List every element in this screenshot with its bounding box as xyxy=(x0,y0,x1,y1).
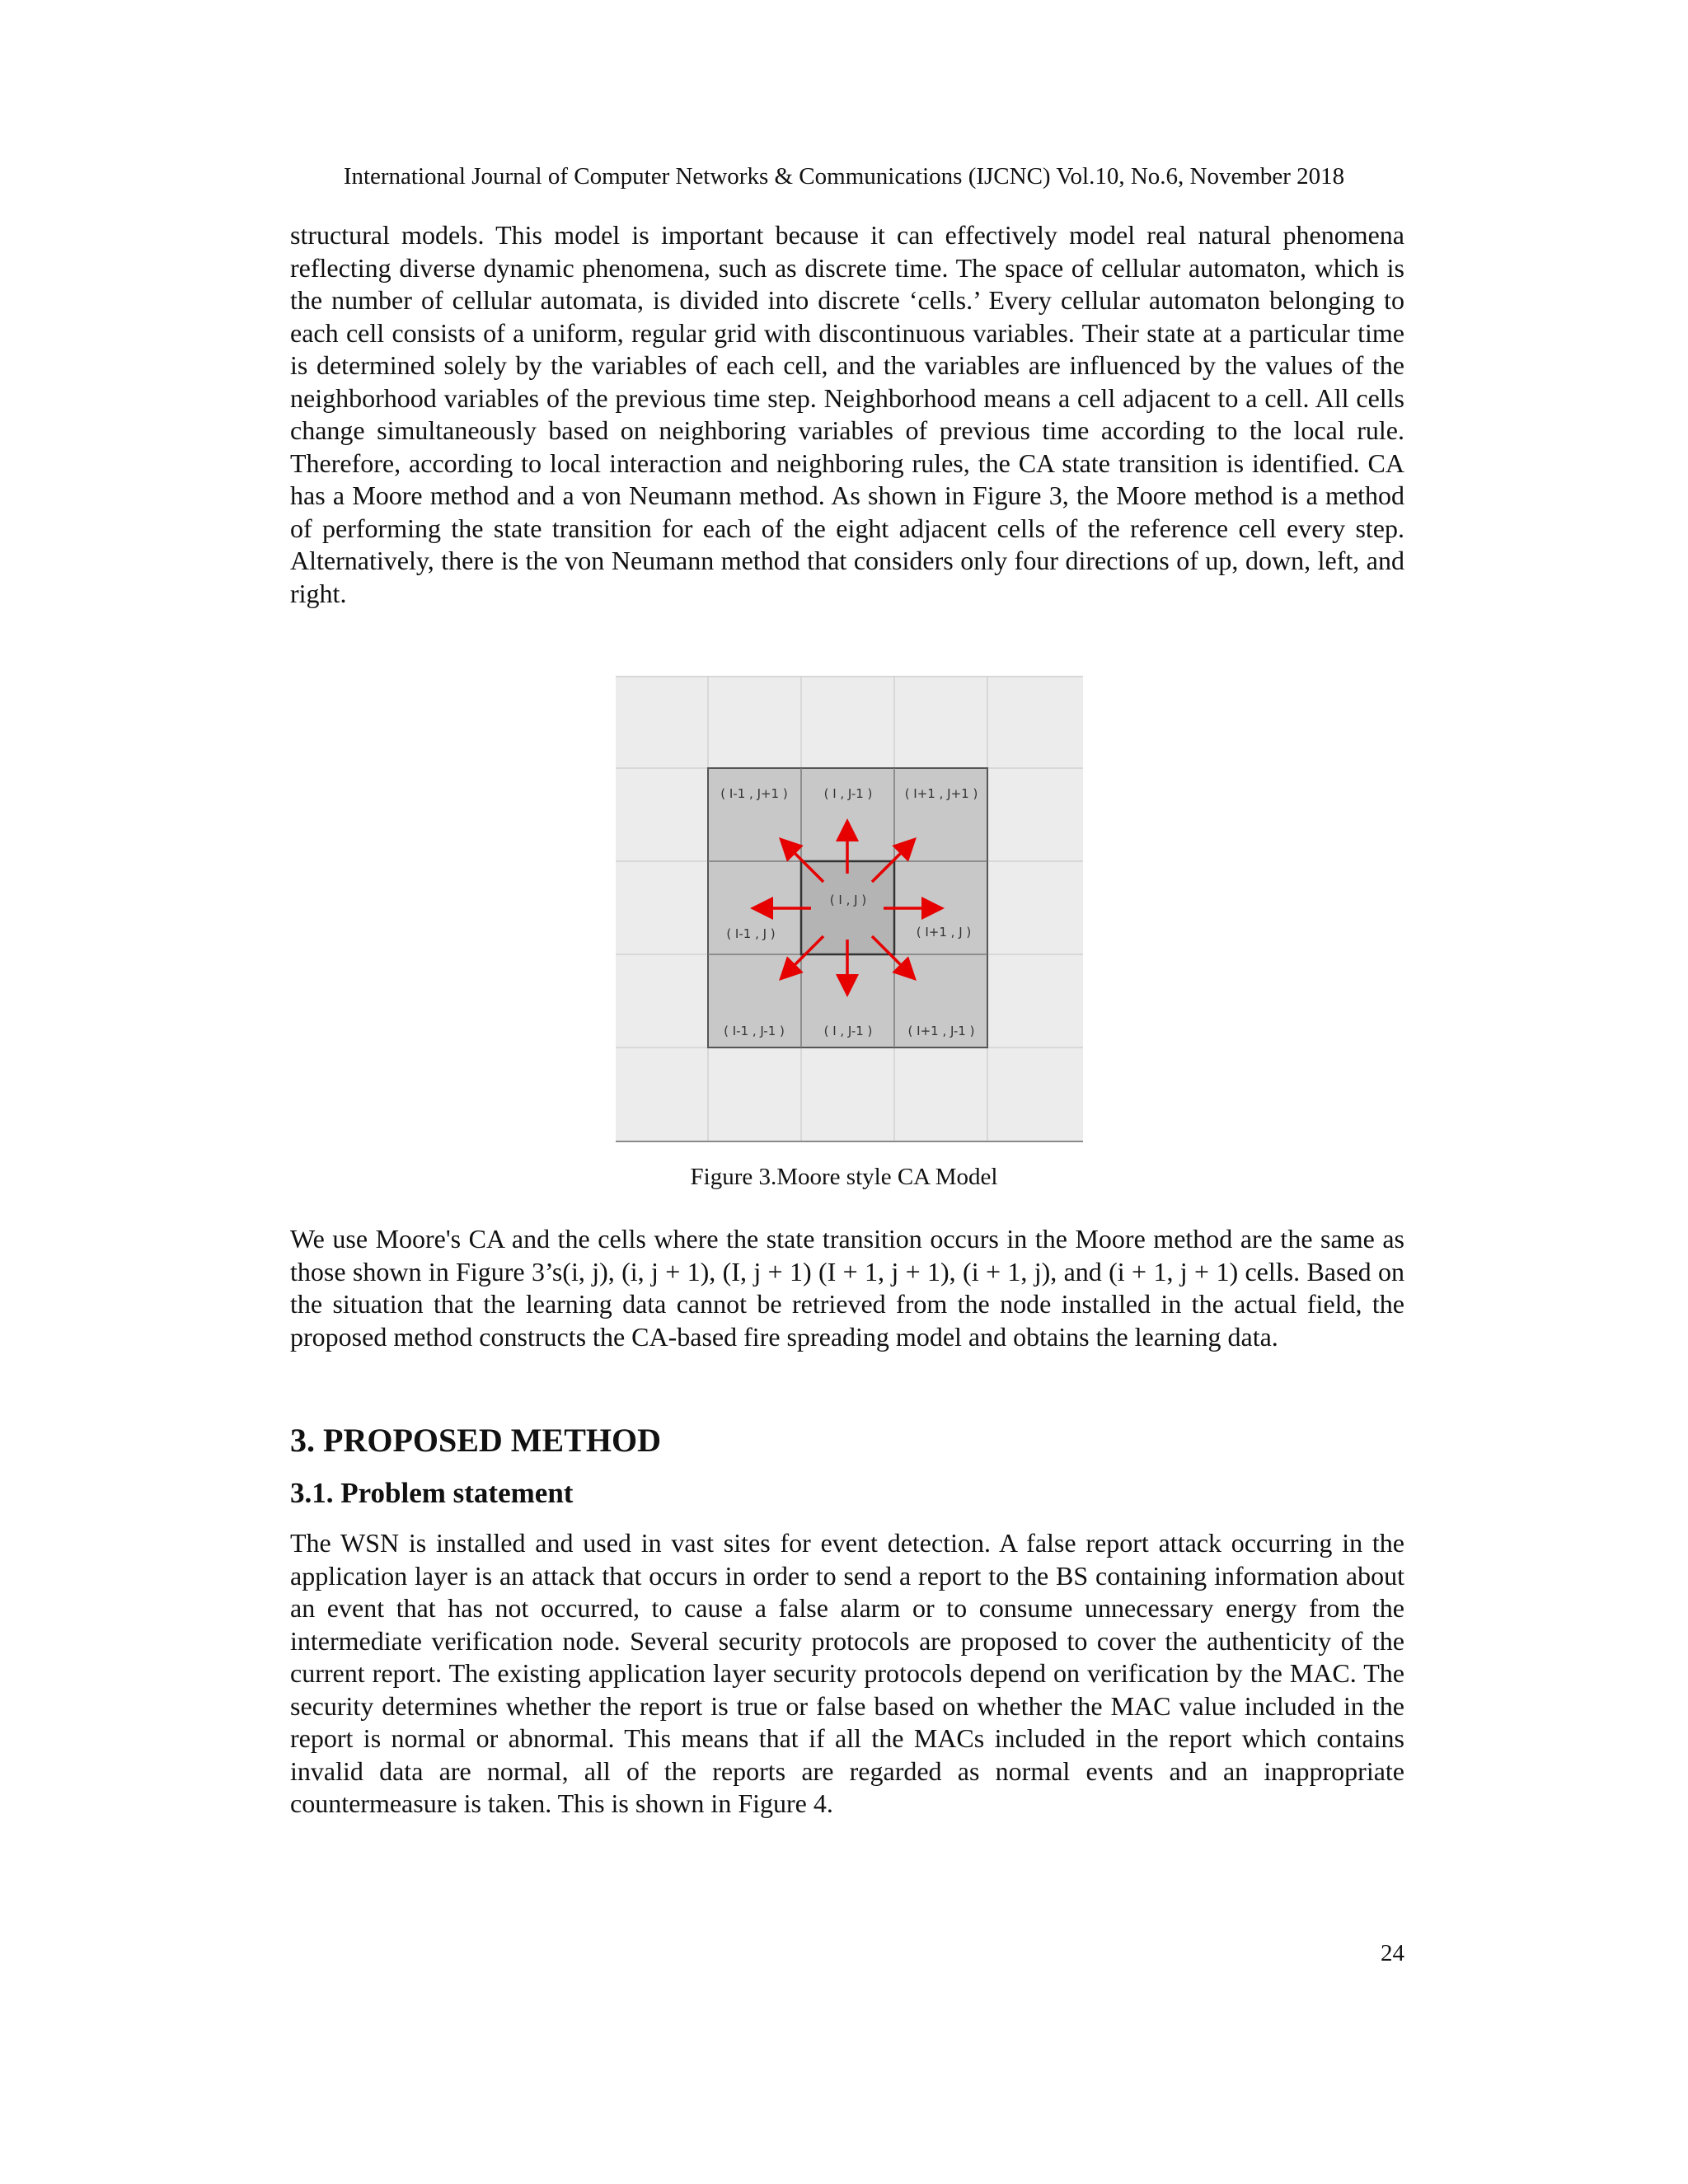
label-center: ( I , J ) xyxy=(829,893,867,907)
label-bottom-left: ( I-1 , J-1 ) xyxy=(724,1024,785,1038)
figure-caption: Figure 3.Moore style CA Model xyxy=(690,1164,998,1190)
label-top-left: ( I-1 , J+1 ) xyxy=(720,786,788,801)
body-paragraph-2: We use Moore's CA and the cells where the state transition occurs in the Moore method are the same as those shown in Figure 3’s(i, j), (i, j + 1), (I, j + 1) (I + 1, j + 1), (i + 1, j), and (i + 1, j + 1) cells. Based on the situation that the learning data cannot be retrieved from the node installed in the actual field, the proposed method constructs the CA-based fire spreading model and obtains the learning data. xyxy=(290,1224,1404,1352)
label-top-center: ( I , J-1 ) xyxy=(823,786,873,801)
moore-grid-diagram xyxy=(616,676,1083,1142)
subsection-heading: 3.1. Problem statement xyxy=(290,1477,574,1509)
label-mid-right: ( I+1 , J ) xyxy=(916,925,972,940)
section-first-letter: P xyxy=(323,1422,344,1459)
page-number: 24 xyxy=(1381,1940,1404,1966)
section-title-rest: ROPOSED METHOD xyxy=(343,1422,662,1459)
moore-ca-figure xyxy=(616,676,1083,1142)
label-mid-left: ( I-1 , J ) xyxy=(726,926,776,941)
label-bottom-right: ( I+1 , J-1 ) xyxy=(907,1024,975,1038)
section-number: 3. xyxy=(290,1422,315,1459)
label-top-right: ( I+1 , J+1 ) xyxy=(904,786,978,801)
body-paragraph-3: The WSN is installed and used in vast sites for event detection. A false report attack occurring in the application layer is an attack that occurs in order to send a report to the BS containing information about an event that has not occurred, to cause a false alarm or to consume unnecessary energy from the intermediate verification node. Several security protocols are proposed to cover the authenticity of the current report. The existing application layer security protocols depend on verification by the MAC. The security determines whether the report is true or false based on whether the MAC value included in the report is normal or abnormal. This means that if all the MACs included in the report which contains invalid data are normal, all of the reports are regarded as normal events and an inappropriate countermeasure is taken. This is shown in Figure 4. xyxy=(290,1528,1404,1818)
section-heading xyxy=(290,1421,661,1460)
label-bottom-center: ( I , J-1 ) xyxy=(823,1024,873,1038)
journal-header: International Journal of Computer Networks & Communications (IJCNC) Vol.10, No.6, November 2018 xyxy=(343,163,1345,190)
body-paragraph-1: structural models. This model is important because it can effectively model real natural phenomena reflecting diverse dynamic phenomena, such as discrete time. The space of cellular automaton, which is the number of cellular automata, is divided into discrete ‘cells.’ Every cellular automaton belonging to each cell consists of a uniform, regular grid with discontinuous variables. Their state at a particular time is determined solely by the variables of each cell, and the variables are influenced by the values of the neighborhood variables of the previous time step. Neighborhood means a cell adjacent to a cell. All cells change simultaneously based on neighboring variables of previous time according to the local rule. Therefore, according to local interaction and neighboring rules, the CA state transition is identified. CA has a Moore method and a von Neumann method. As shown in Figure 3, the Moore method is a method of performing the state transition for each of the eight adjacent cells of the reference cell every step. Alternatively, there is the von Neumann method that considers only four directions of up, down, left, and right. xyxy=(290,220,1404,608)
